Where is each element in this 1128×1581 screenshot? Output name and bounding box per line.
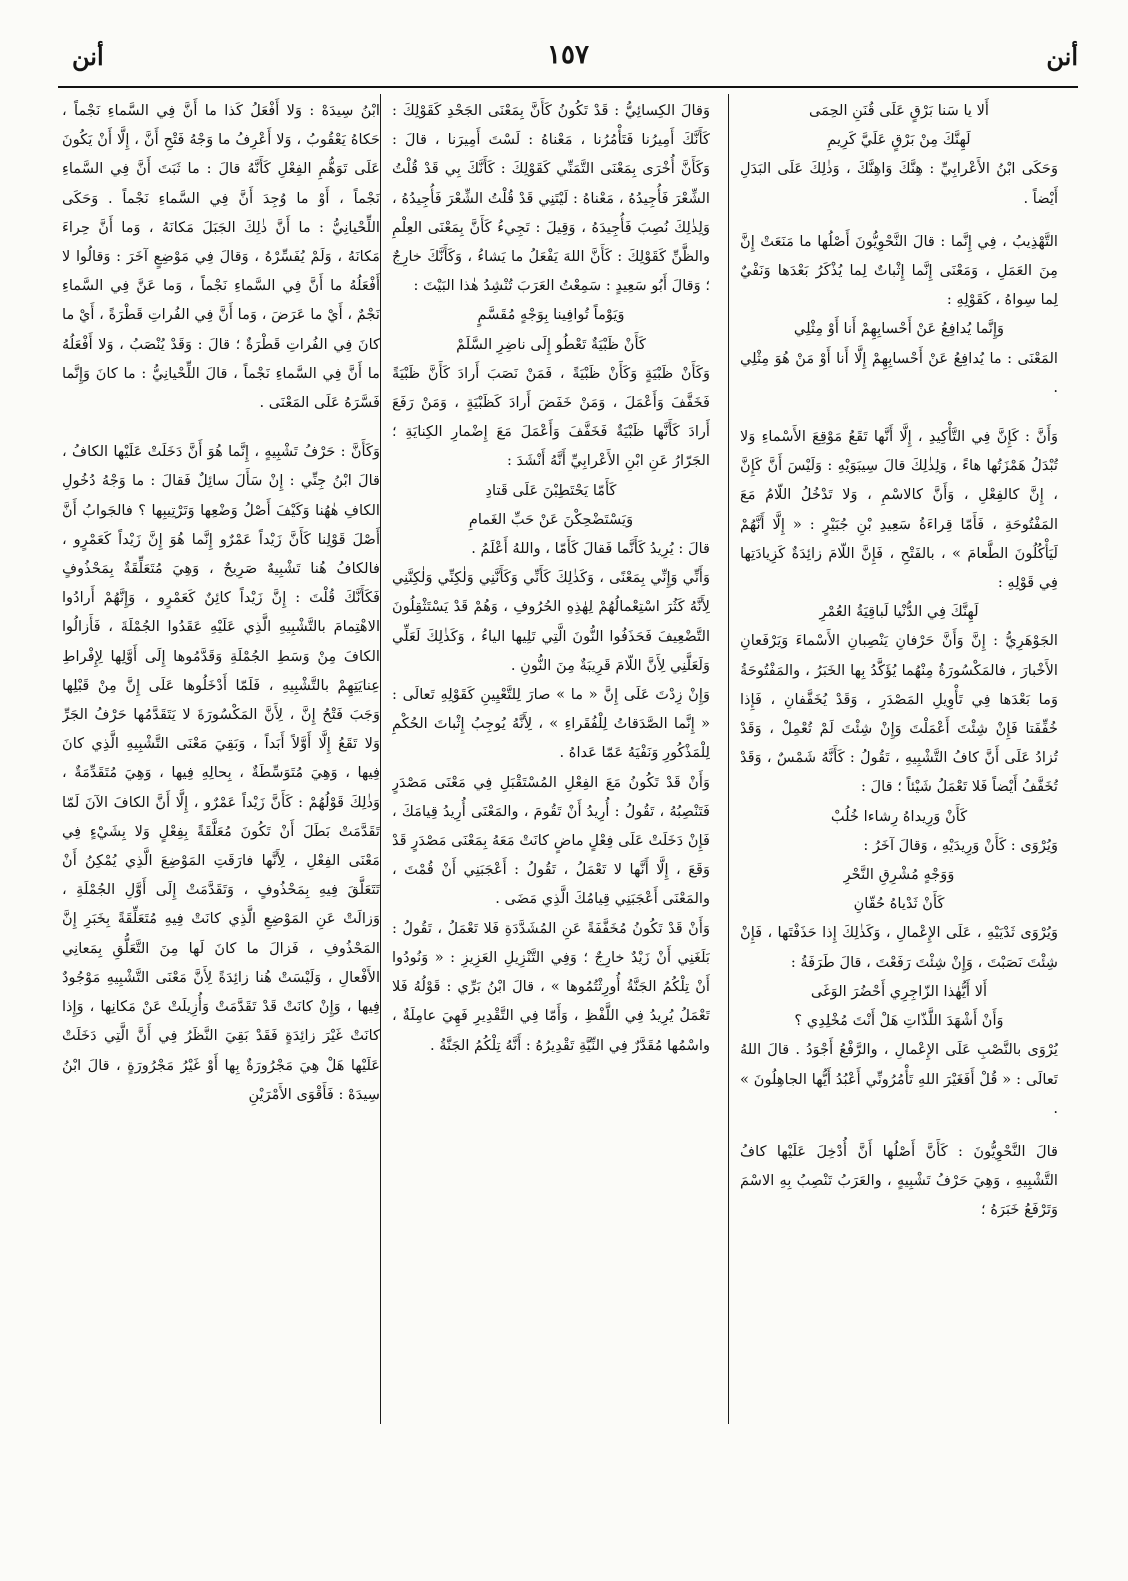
entry-paragraph: قالَ : يُرِيدُ كَأَنَّما فَقالَ كَأَمّا ، واللهُ أَعْلَمُ . xyxy=(471,540,710,558)
entry-paragraph: وَحَكَى ابْنُ الأَعْرابِيِّ : هِنَّكَ وَاهِنَّكَ ، وَذٰلِكَ عَلَى البَدَلِ أَيْضاً . xyxy=(740,160,1058,207)
text-column-right xyxy=(740,96,1058,1428)
header-rule xyxy=(58,86,1078,88)
verse-line: وَأَنْ أَشْهَدَ اللَّذّاتِ هَلْ أَنْتَ مُخْلِدِي ؟ xyxy=(794,1012,1004,1030)
entry-paragraph: وَقالَ الكِسائِيُّ : قَدْ تَكُونُ كَأَنَّ بِمَعْنَى الجَحْدِ كَقَوْلِكَ : كَأَنَّكَ أَمِيرُنا فَتَأْمُرُنا ، مَعْناهُ : لَسْتَ أَمِيرَنا ، قالَ : وَكَأَنَّ أُخْرَى بِمَعْنَى التَّمَنِّي كَقَوْلِكَ : كَأَنَّكَ بِي قَدْ قُلْتُ الشِّعْرَ فَأُجِيدُهُ ، مَعْناهُ : لَيْتَنِي قَدْ قُلْتُ الشِّعْرَ فَأُجِيدُهُ ، وَلِذٰلِكَ نُصِبَ فَأُجِيدَهُ ، وَقِيلَ : تَجِيءُ كَأَنَّ بِمَعْنَى العِلْمِ والظَّنِّ كَقَوْلِكَ : كَأَنَّ اللهَ يَفْعَلُ ما يَشاءُ ، وَكَأَنَّكَ خارِجٌ ؛ وَقالَ أَبُو سَعِيدٍ : سَمِعْتُ العَرَبَ تُنْشِدُ هٰذا البَيْتَ : xyxy=(392,102,710,295)
running-head-right: أنن xyxy=(1046,42,1078,71)
verse-line: كَأَنْ وَرِيداهُ رِشاءا خُلُبْ xyxy=(830,807,968,825)
page-number: ١٥٧ xyxy=(547,40,589,70)
verse-line: كَأَنْ ثَدْياهُ حُقّانِ xyxy=(853,895,945,913)
entry-paragraph: وَإِنْ زِدْتَ عَلَى إِنَّ « ما » صارَ لِلتَّعْيِينِ كَقَوْلِهِ تَعالَى : « إِنَّما الصَّدَقاتُ لِلْفُقَراءِ » ، لِأَنَّهُ يُوجِبُ إِثْباتَ الحُكْمِ لِلْمَذْكُورِ وَنَفْيَهُ عَمّا عَداهُ . xyxy=(392,686,710,762)
column-divider xyxy=(380,94,381,1424)
text-column-left xyxy=(62,96,380,1428)
verse-line: كَأَمّا يَحْتَطِبْنَ عَلَى قَتادِ xyxy=(485,481,617,499)
verse-line: وَإِنَّما يُدافِعُ عَنْ أَحْسابِهِمْ أَنا أَوْ مِثْلِي xyxy=(793,320,1005,338)
entry-paragraph: الجَوْهَرِيُّ : إِنَّ وَأَنَّ حَرْفانِ يَنْصِبانِ الأَسْماءَ وَيَرْفَعانِ الأَخْبارَ ، فالمَكْسُورَةُ مِنْهُما يُؤَكَّدُ بِها الخَبَرُ ، والمَفْتُوحَةُ وَما بَعْدَها فِي تَأْوِيلِ المَصْدَرِ ، وَقَدْ يُخَفَّفانِ ، فَإِذا خُفِّفَتا فَإِنْ شِئْتَ أَعْمَلْتَ وَإِنْ شِئْتَ لَمْ تُعْمِلْ ، وَقَدْ تُزادُ عَلَى أَنَّ كافُ التَّشْبِيهِ ، تَقُولُ : كَأَنَّهُ شَمْسٌ ، وَقَدْ تُخَفَّفُ أَيْضاً فَلا تَعْمَلُ شَيْئاً ؛ قالَ : xyxy=(740,632,1058,796)
running-head-left: أنن xyxy=(72,42,104,71)
entry-paragraph: وَكَأَنْ ظَبْيَةٍ وَكَأَنْ ظَبْيَةً ، فَمَنْ نَصَبَ أَرادَ كَأَنَّ ظَبْيَةً فَخَفَّفَ وَأَعْمَلَ ، وَمَنْ خَفَضَ أَرادَ كَظَبْيَةٍ ، وَمَنْ رَفَعَ أَرادَ كَأَنَّها ظَبْيَةٌ فَخَفَّفَ وَأَعْمَلَ مَعَ إِضْمارِ الكِنايَةِ ؛ الجَرّارُ عَنِ ابْنِ الأَعْرابِيِّ أَنَّهُ أَنْشَدَ : xyxy=(392,364,710,470)
verse-line: وَوَجْهٍ مُشْرِقِ النَّحْرِ xyxy=(843,866,955,884)
verse-line: أَلا أَيُّهٰذا الزّاجِرِي أَحْضُرَ الوَغَى xyxy=(810,982,988,1000)
verse-line: أَلا يا سَنا بَرْقٍ عَلَى قُنَنِ الحِمَى xyxy=(809,102,989,119)
text-column-middle xyxy=(392,96,710,1428)
entry-paragraph: وَأَنَّ : كَإِنَّ فِي التَّأْكِيدِ ، إِلَّا أَنَّها تَقَعُ مَوْقِعَ الأَسْماءِ وَلا تُبْدَلُ هَمْزَتُها هاءً ، وَلِذٰلِكَ قالَ سِيبَوَيْهِ : وَلَيْسَ أَنَّ كَإِنَّ ، إِنَّ كالفِعْلِ ، وَأَنَّ كالاسْمِ ، وَلا تَدْخُلُ اللّامُ مَعَ المَفْتُوحَةِ ، فَأَمّا قِراءَةُ سَعِيدِ بْنِ جُبَيْرٍ : « إِلَّا أَنَّهُمْ لَيَأْكُلُونَ الطَّعامَ » ، بالفَتْحِ ، فَإِنَّ اللّامَ زائِدَةٌ كَزِيادَتِها فِي قَوْلِهِ : xyxy=(740,428,1058,592)
entry-paragraph: ابْنُ سِيدَهْ : وَلا أَفْعَلُ كَذا ما أَنَّ فِي السَّماءِ نَجْماً ، حَكاهُ يَعْقُوبُ ، وَلا أَعْرِفُ ما وَجْهُ فَتْحِ أَنَّ ، إِلَّا أَنْ يَكُونَ عَلَى تَوَهُّمِ الفِعْلِ كَأَنَّهُ قالَ : ما ثَبَتَ أَنَّ فِي السَّماءِ نَجْماً ، أَوْ ما وُجِدَ أَنَّ فِي السَّماءِ نَجْماً . وَحَكَى اللِّحْيانِيُّ : ما أَنَّ ذٰلِكَ الجَبَلَ مَكانَهُ ، وَما أَنَّ حِراءَ مَكانَهُ ، وَلَمْ يُفَسِّرْهُ ، وَقالَ فِي مَوْضِعٍ آخَرَ : وَقالُوا لا أَفْعَلُهُ ما أَنَّ فِي السَّماءِ نَجْماً ، وَما عَنَّ فِي السَّماءِ نَجْمٌ ، أَيْ ما عَرَضَ ، وَما أَنَّ فِي الفُراتِ قَطْرَةً ، أَيْ ما كانَ فِي الفُراتِ قَطْرَةٌ ؛ قالَ : وَقَدْ يُنْصَبُ ، وَلا أَفْعَلُهُ ما أَنَّ فِي السَّماءِ نَجْماً ، قالَ اللِّحْيانِيُّ : ما كانَ وَإِنَّما فَسَّرَهُ عَلَى المَعْنَى . xyxy=(62,102,380,412)
verse-line: وَيَسْتَضْحِكْنَ عَنْ حَبِّ الغَمامِ xyxy=(468,510,634,528)
entry-paragraph: التَّهْذِيبُ ، فِي إِنَّما : قالَ النَّحْوِيُّونَ أَصْلُها ما مَنَعَتْ إِنَّ مِنَ العَمَلِ ، وَمَعْنَى إِنَّما إِثْباتٌ لِما يُذْكَرُ بَعْدَها وَنَفْيٌ لِما سِواهُ ، كَقَوْلِهِ : xyxy=(740,232,1058,309)
entry-paragraph: المَعْنَى : ما يُدافِعُ عَنْ أَحْسابِهِمْ إِلَّا أَنا أَوْ مَنْ هُوَ مِثْلِي . xyxy=(740,349,1058,396)
entry-paragraph: وَيُرْوَى ثَدْيَيْهِ ، عَلَى الإِعْمالِ ، وَكَذٰلِكَ إِذا حَذَفْتَها ، فَإِنْ شِئْتَ نَصَبْتَ ، وَإِنْ شِئْتَ رَفَعْتَ ، قالَ طَرَفَةُ : xyxy=(740,924,1058,971)
verse-line: لَهِنَّكَ فِي الدُّنْيا لَباقِيَةُ العُمْرِ xyxy=(819,603,979,621)
entry-paragraph: وَيُرْوَى : كَأَنْ وَرِيدَيْهِ ، وَقالَ آخَرُ : xyxy=(863,836,1058,854)
entry-paragraph: وَأَنِّي وَإِنِّي بِمَعْنًى ، وَكَذٰلِكَ كَأَنِّي وَكَأَنَّنِي وَلٰكِنِّي وَلٰكِنَّنِي لِأَنَّهُ كَثُرَ اسْتِعْمالُهُمْ لِهٰذِهِ الحُرُوفِ ، وَهُمْ قَدْ يَسْتَثْقِلُونَ التَّضْعِيفَ فَحَذَفُوا النُّونَ الَّتِي تَلِيها الياءُ ، وَكَذٰلِكَ لَعَلِّي وَلَعَلَّنِي لِأَنَّ اللّامَ قَرِيبَةٌ مِنَ النُّونِ . xyxy=(392,569,710,674)
entry-paragraph: وَأَنْ قَدْ تَكُونُ مَعَ الفِعْلِ المُسْتَقْبَلِ فِي مَعْنَى مَصْدَرٍ فَتَنْصِبُهُ ، تَقُولُ : أُرِيدُ أَنْ تَقُومَ ، والمَعْنَى أُرِيدُ قِيامَكَ ، فَإِنْ دَخَلَتْ عَلَى فِعْلٍ ماضٍ كانَتْ مَعَهُ بِمَعْنَى مَصْدَرٍ قَدْ وَقَعَ ، إِلَّا أَنَّها لا تَعْمَلُ ، تَقُولُ : أَعْجَبَنِي أَنْ قُمْتَ ، والمَعْنَى أَعْجَبَنِي قِيامُكَ الَّذِي مَضَى . xyxy=(392,773,710,908)
verse-line: لَهِنَّكَ مِنْ بَرْقٍ عَلَيَّ كَرِيمِ xyxy=(827,131,971,149)
entry-paragraph: وَكَأَنَّ : حَرْفُ تَشْبِيهٍ ، إِنَّما هُوَ أَنَّ دَخَلَتْ عَلَيْها الكافُ ، قالَ ابْنُ جِنِّي : إِنْ سَأَلَ سائِلٌ فَقالَ : ما وَجْهُ دُخُولِ الكافِ هٰهُنا وَكَيْفَ أَصْلُ وَضْعِها وَتَرْتِيبِها ؟ فالجَوابُ أَنَّ أَصْلَ قَوْلِنا كَأَنَّ زَيْداً عَمْرٌو إِنَّما هُوَ إِنَّ زَيْداً كَعَمْرٍو ، فالكافُ هُنا تَشْبِيهٌ صَرِيحٌ ، وَهِيَ مُتَعَلِّقَةٌ بِمَحْذُوفٍ فَكَأَنَّكَ قُلْتَ : إِنَّ زَيْداً كائِنٌ كَعَمْرٍو ، وَإِنَّهُمْ أَرادُوا الاهْتِمامَ بالتَّشْبِيهِ الَّذِي عَلَيْهِ عَقَدُوا الجُمْلَةَ ، فَأَزالُوا الكافَ مِنْ وَسَطِ الجُمْلَةِ وَقَدَّمُوها إِلَى أَوَّلِها لِإِفْراطِ عِنايَتِهِمْ بالتَّشْبِيهِ ، فَلَمّا أَدْخَلُوها عَلَى إِنَّ مِنْ قَبْلِها وَجَبَ فَتْحُ إِنَّ ، لِأَنَّ المَكْسُورَةَ لا يَتَقَدَّمُها حَرْفُ الجَرِّ وَلا تَقَعُ إِلَّا أَوَّلاً أَبَداً ، وَبَقِيَ مَعْنَى التَّشْبِيهِ الَّذِي كانَ فِيها ، وَهِيَ مُتَوَسِّطَةٌ ، بِحالِهِ فِيها ، وَهِيَ مُتَقَدِّمَةٌ ، وَذٰلِكَ قَوْلُهُمْ : كَأَنَّ زَيْداً عَمْرٌو ، إِلَّا أَنَّ الكافَ الآنَ لَمّا تَقَدَّمَتْ بَطَلَ أَنْ تَكُونَ مُعَلَّقَةً بِفِعْلٍ وَلا بِشَيْءٍ فِي مَعْنَى الفِعْلِ ، لِأَنَّها فارَقَتِ المَوْضِعَ الَّذِي يُمْكِنُ أَنْ تَتَعَلَّقَ فِيهِ بِمَحْذُوفٍ ، وَتَقَدَّمَتْ إِلَى أَوَّلِ الجُمْلَةِ ، وَزالَتْ عَنِ المَوْضِعِ الَّذِي كانَتْ فِيهِ مُتَعَلِّقَةً بِخَبَرِ إِنَّ المَحْذُوفِ ، فَزالَ ما كانَ لَها مِنَ التَّعَلُّقِ بِمَعانِي الأَفْعالِ ، وَلَيْسَتْ هُنا زائِدَةً لِأَنَّ مَعْنَى التَّشْبِيهِ مَوْجُودٌ فِيها ، وَإِنْ كانَتْ قَدْ تَقَدَّمَتْ وَأُزِيلَتْ عَنْ مَكانِها ، وَإِذا كانَتْ غَيْرَ زائِدَةٍ فَقَدْ بَقِيَ النَّظَرُ فِي أَنَّ الَّتِي دَخَلَتْ عَلَيْها هَلْ هِيَ مَجْرُورَةٌ بِها أَوْ غَيْرُ مَجْرُورَةٍ ، قالَ ابْنُ سِيدَهْ : فَأَقْوَى الأَمْرَيْنِ xyxy=(62,443,380,1103)
verse-line: وَيَوْماً تُوافِينا بِوَجْهٍ مُقَسَّمٍ xyxy=(477,306,625,324)
entry-paragraph: وَأَنْ قَدْ تَكُونُ مُخَفَّفَةً عَنِ المُشَدَّدَةِ فَلا تَعْمَلُ ، تَقُولُ : بَلَغَنِي أَنْ زَيْدٌ خارِجٌ ؛ وَفِي التَّنْزِيلِ العَزِيزِ : « وَنُودُوا أَنْ تِلْكُمُ الجَنَّةُ أُورِثْتُمُوها » ، قالَ ابْنُ بَرِّي : قَوْلُهُ فَلا تَعْمَلُ يُرِيدُ فِي اللَّفْظِ ، وَأَمّا فِي التَّقْدِيرِ فَهِيَ عامِلَةٌ ، واسْمُها مُقَدَّرٌ فِي النِّيَّةِ تَقْدِيرُهُ : أَنَّهُ تِلْكُمُ الجَنَّةُ . xyxy=(392,919,710,1054)
entry-paragraph: قالَ النَّحْوِيُّونَ : كَأَنَّ أَصْلُها أَنَّ أُدْخِلَ عَلَيْها كافُ التَّشْبِيهِ ، وَهِيَ حَرْفُ تَشْبِيهٍ ، والعَرَبُ تَنْصِبُ بِهِ الاسْمَ وَتَرْفَعُ خَبَرَهُ ؛ xyxy=(740,1142,1058,1219)
verse-line: كَأَنْ ظَبْيَةٌ تَعْطُو إِلَى ناضِرِ السَّلَمْ xyxy=(456,335,646,353)
column-divider xyxy=(728,94,729,1424)
entry-paragraph: يُرْوَى بالنَّصْبِ عَلَى الإِعْمالِ ، والرَّفْعُ أَجْوَدُ . قالَ اللهُ تَعالَى : « قُلْ أَفَغَيْرَ اللهِ تَأْمُرُونِّي أَعْبُدُ أَيُّها الجاهِلُونَ » . xyxy=(740,1041,1058,1117)
page-header xyxy=(58,40,1078,84)
